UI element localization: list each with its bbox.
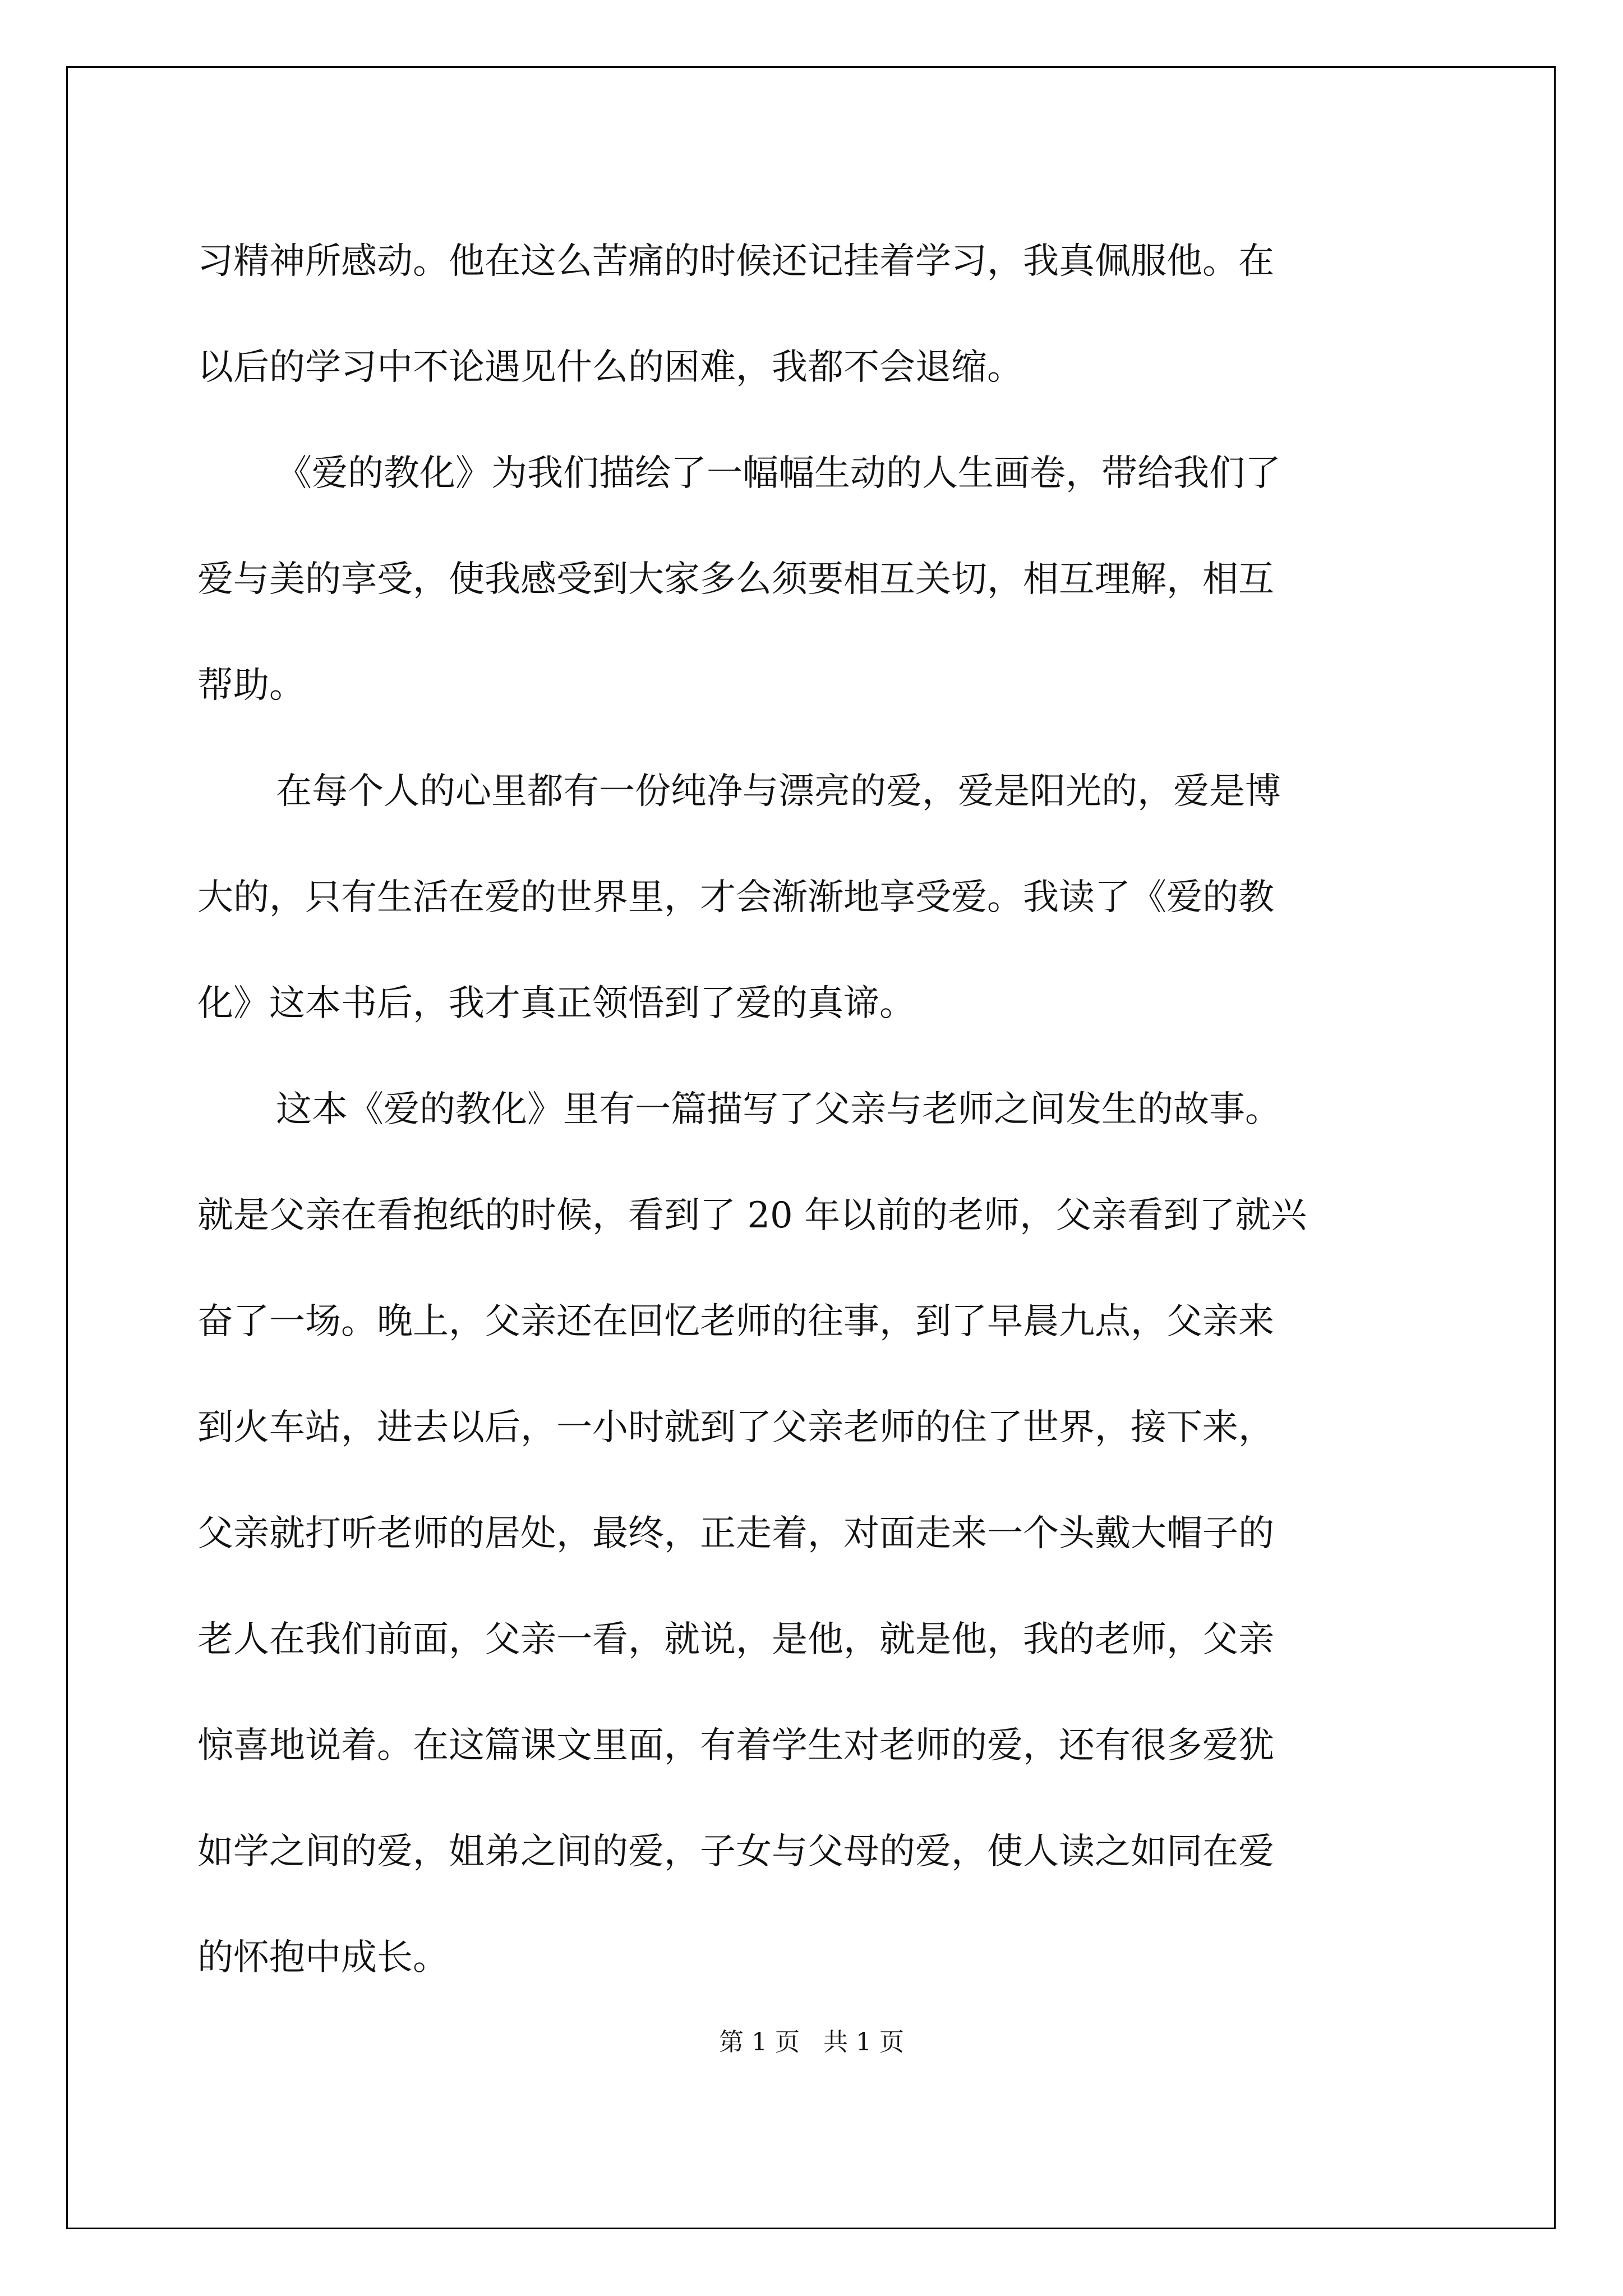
text-line: 奋了一场。晚上，父亲还在回忆老师的往事，到了早晨九点，父亲来 <box>197 1301 1274 1342</box>
text-line: 化》这本书后，我才真正领悟到了爱的真谛。 <box>197 983 915 1024</box>
text-line: 的怀抱中成长。 <box>197 1937 449 1978</box>
text-line: 以后的学习中不论遇见什么的困难，我都不会退缩。 <box>197 347 1023 388</box>
text-line: 在每个人的心里都有一份纯净与漂亮的爱，爱是阳光的，爱是博 <box>276 771 1281 812</box>
text-line: 习精神所感动。他在这么苦痛的时候还记挂着学习，我真佩服他。在 <box>197 241 1274 282</box>
text-line: 《爱的教化》为我们描绘了一幅幅生动的人生画卷，带给我们了 <box>276 453 1281 494</box>
page-footer: 第 1 页 共 1 页 <box>719 2028 904 2056</box>
text-line: 帮助。 <box>197 665 305 706</box>
text-line: 就是父亲在看抱纸的时候，看到了 20 年以前的老师，父亲看到了就兴 <box>197 1195 1307 1236</box>
text-line: 这本《爱的教化》里有一篇描写了父亲与老师之间发生的故事。 <box>276 1089 1281 1130</box>
text-line: 惊喜地说着。在这篇课文里面，有着学生对老师的爱，还有很多爱犹 <box>197 1725 1274 1766</box>
text-line: 爱与美的享受，使我感受到大家多么须要相互关切，相互理解，相互 <box>197 559 1274 600</box>
text-line: 老人在我们前面，父亲一看，就说，是他，就是他，我的老师，父亲 <box>197 1619 1274 1660</box>
text-line: 父亲就打听老师的居处，最终，正走着，对面走来一个头戴大帽子的 <box>197 1513 1274 1554</box>
text-line: 大的，只有生活在爱的世界里，才会渐渐地享受爱。我读了《爱的教 <box>197 877 1274 918</box>
text-line: 如学之间的爱，姐弟之间的爱，子女与父母的爱，使人读之如同在爱 <box>197 1831 1274 1872</box>
document-body <box>197 209 1428 2011</box>
text-line: 到火车站，进去以后，一小时就到了父亲老师的住了世界，接下来， <box>197 1407 1274 1448</box>
